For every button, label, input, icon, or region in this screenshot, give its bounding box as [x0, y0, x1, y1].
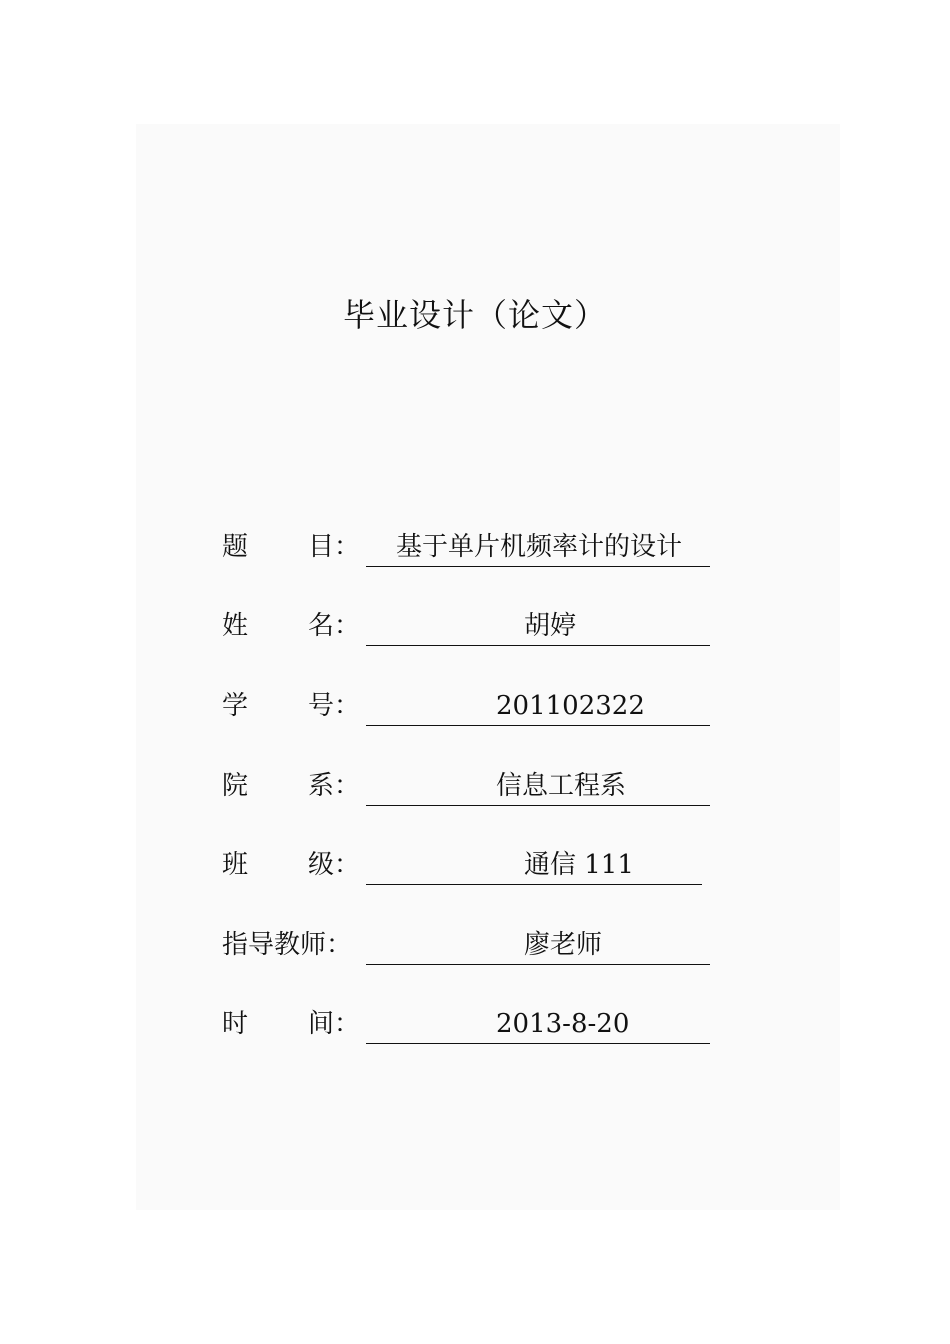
field-value-class: 通信 111	[524, 850, 634, 880]
field-label-name-char1: 姓	[222, 611, 249, 641]
field-value-topic: 基于单片机频率计的设计	[396, 532, 683, 562]
field-label-topic-char1: 题	[222, 532, 249, 562]
field-value-department: 信息工程系	[496, 771, 627, 801]
field-value-name: 胡婷	[524, 611, 577, 641]
document-title: 毕业设计（论文）	[342, 296, 607, 334]
field-row-topic	[222, 527, 722, 567]
field-label-name-char2: 名：	[308, 611, 361, 641]
field-value-advisor: 廖老师	[524, 930, 603, 960]
field-row-advisor	[222, 925, 722, 965]
field-line-date	[366, 1004, 710, 1044]
field-label-department-char2: 系：	[308, 771, 361, 801]
field-label-student-id	[222, 686, 366, 726]
field-row-student-id	[222, 686, 722, 726]
field-label-topic-char2: 目：	[308, 532, 361, 562]
field-label-advisor	[222, 925, 366, 965]
field-label-date	[222, 1004, 366, 1044]
field-line-topic	[366, 527, 710, 567]
field-line-class	[366, 845, 702, 885]
field-line-advisor	[366, 925, 710, 965]
field-row-department	[222, 766, 722, 806]
field-line-student-id	[366, 686, 710, 726]
field-line-name	[366, 606, 710, 646]
field-line-department	[366, 766, 710, 806]
field-label-advisor-text: 指导教师：	[222, 930, 353, 960]
field-label-topic	[222, 527, 366, 567]
field-label-class-char1: 班	[222, 850, 249, 880]
field-row-class	[222, 845, 722, 885]
field-label-student-id-char1: 学	[222, 691, 249, 721]
field-label-class	[222, 845, 366, 885]
field-label-student-id-char2: 号：	[308, 691, 361, 721]
field-label-name	[222, 606, 366, 646]
field-row-name	[222, 606, 722, 646]
field-label-class-char2: 级：	[308, 850, 361, 880]
field-label-date-char1: 时	[222, 1009, 249, 1039]
cover-page	[136, 124, 840, 1210]
field-value-student-id: 201102322	[496, 691, 645, 721]
field-row-date	[222, 1004, 722, 1044]
field-label-department	[222, 766, 366, 806]
field-value-date: 2013-8-20	[496, 1009, 630, 1039]
field-label-department-char1: 院	[222, 771, 249, 801]
field-label-date-char2: 间：	[308, 1009, 361, 1039]
